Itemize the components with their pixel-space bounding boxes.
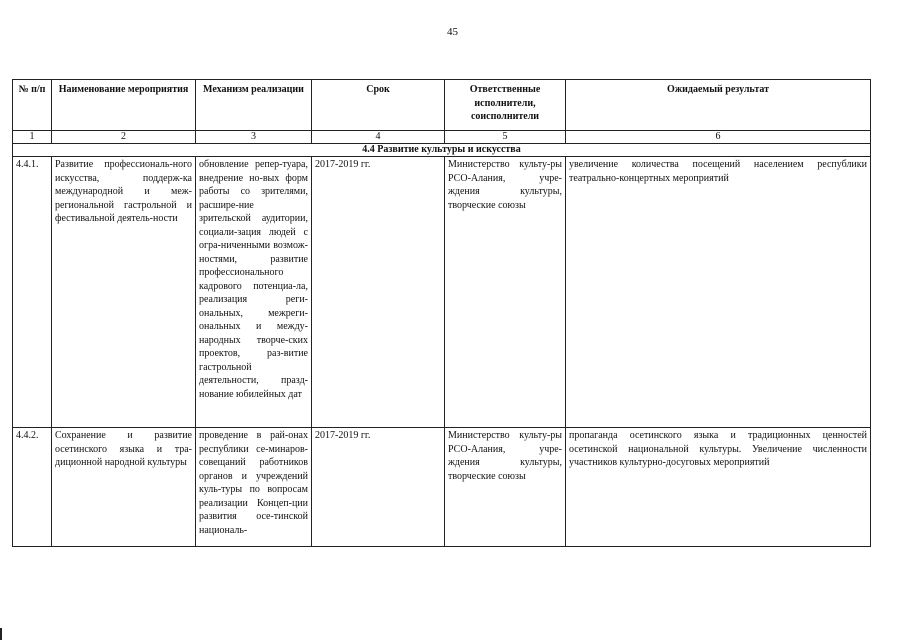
row-responsible: Министерство культу-ры РСО-Алания, учре-ждения культуры, творческие союзы bbox=[445, 157, 566, 428]
header-number: № п/п bbox=[13, 80, 52, 131]
column-number: 1 bbox=[13, 131, 52, 144]
column-number: 3 bbox=[196, 131, 312, 144]
header-mechanism: Механизм реализации bbox=[196, 80, 312, 131]
header-result: Ожидаемый результат bbox=[566, 80, 871, 131]
header-term: Срок bbox=[312, 80, 445, 131]
row-result: увеличение количества посещений населением республики театрально-концертных мероприятий bbox=[566, 157, 871, 428]
measures-table bbox=[12, 79, 871, 547]
column-number-row bbox=[13, 131, 871, 144]
section-title: 4.4 Развитие культуры и искусства bbox=[13, 144, 871, 157]
row-responsible: Министерство культу-ры РСО-Алания, учре-ждения культуры, творческие союзы bbox=[445, 428, 566, 547]
row-number: 4.4.2. bbox=[13, 428, 52, 547]
row-result: пропаганда осетинского языка и традиционных ценностей осетинской национальной культуры. Увеличение численности участников культурно-досуговых мероприятий bbox=[566, 428, 871, 547]
column-number: 4 bbox=[312, 131, 445, 144]
table-row bbox=[13, 428, 871, 547]
page-number: 45 bbox=[447, 26, 458, 38]
column-number: 5 bbox=[445, 131, 566, 144]
page-edge-mark bbox=[0, 628, 2, 640]
row-number: 4.4.1. bbox=[13, 157, 52, 428]
row-term: 2017-2019 гг. bbox=[312, 428, 445, 547]
row-name: Развитие профессиональ-ного искусства, поддерж-ка международной и меж-региональной гастрольной и фестивальной деятель-ности bbox=[52, 157, 196, 428]
header-responsible: Ответственные исполнители, соисполнители bbox=[445, 80, 566, 131]
column-number: 2 bbox=[52, 131, 196, 144]
row-mechanism: обновление репер-туара, внедрение но-вых форм работы со зрителями, расшире-ние зрительской аудитории, социали-зация людей с огра-ниченными возмож-ностями, развитие профессионального кадрового потенциа-ла, реализация реги-ональных, межреги-ональных и между-народных творче-ских проектов, раз-витие гастрольной деятельности, празд-нование юбилейных дат bbox=[196, 157, 312, 428]
row-name: Сохранение и развитие осетинского языка и тра-диционной народной культуры bbox=[52, 428, 196, 547]
section-row bbox=[13, 144, 871, 157]
row-mechanism: проведение в рай-онах республики се-минаров-совещаний работников органов и учреждений куль-туры по вопросам реализации Концеп-ции развития осе-тинской националь- bbox=[196, 428, 312, 547]
table-row bbox=[13, 157, 871, 428]
row-term: 2017-2019 гг. bbox=[312, 157, 445, 428]
table-header-row bbox=[13, 80, 871, 131]
header-name: Наименование мероприятия bbox=[52, 80, 196, 131]
column-number: 6 bbox=[566, 131, 871, 144]
